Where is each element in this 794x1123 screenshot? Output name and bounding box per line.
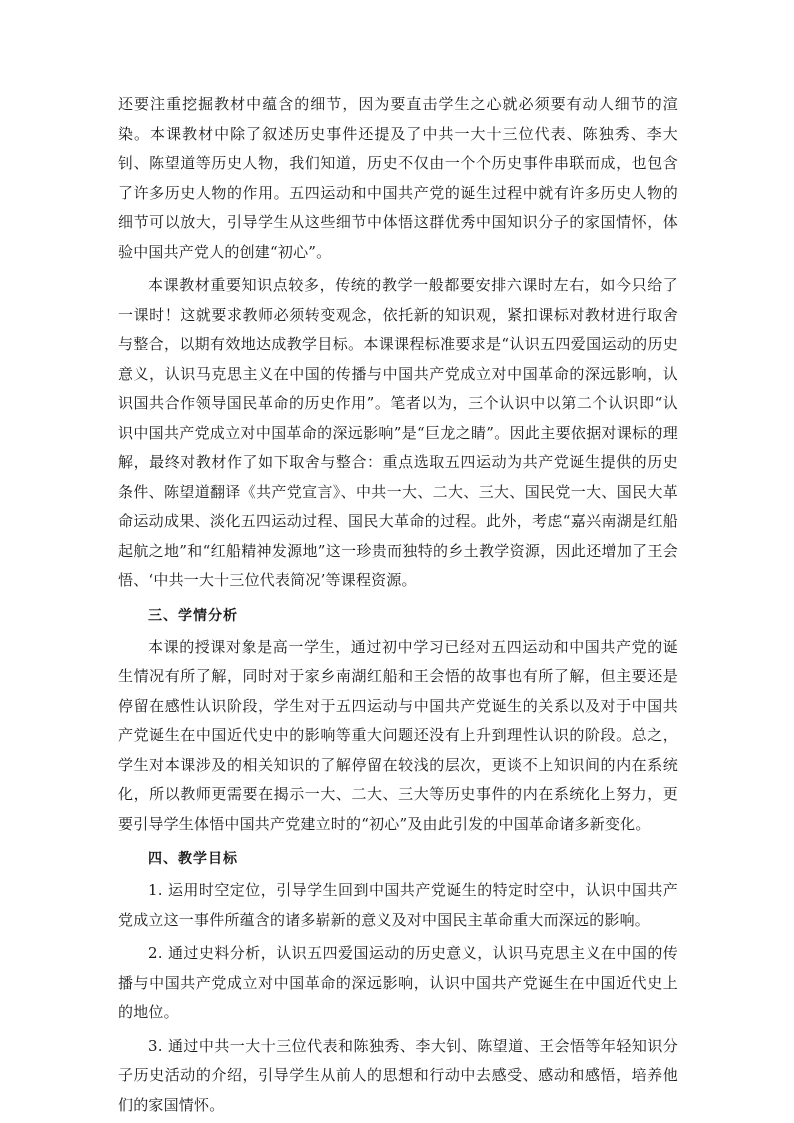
paragraph-curriculum: 本课教材重要知识点较多，传统的教学一般都要安排六课时左右，如今只给了一课时！这就要求教师必须转变观念，依托新的知识观，紧扣课标对教材进行取舍与整合，以期有效地达成教学目标。本课课程标准要求是“认识五四爱国运动的历史意义，认识马克思主义在中国的传播与中国共产党成立对中国革命的深远影响，认识国共合作领导国民革命的历史作用”。笔者以为，三个认识中以第二个认识即“认识中国共产党成立对中国革命的深远影响”是“巨龙之睛”。因此主要依据对课标的理解，最终对教材作了如下取舍与整合：重点选取五四运动为共产党诞生提供的历史条件、陈望道翻译《共产党宣言》、中共一大、二大、三大、国民党一大、国民大革命运动成果、淡化五四运动过程、国民大革命的过程。此外，考虑“嘉兴南湖是红船起航之地”和“红船精神发源地”这一珍贵而独特的乡土教学资源，因此还增加了王会悟、‘中共一大十三位代表简况’等课程资源。	[118, 276, 678, 589]
document-page	[118, 90, 678, 1120]
section-heading-teaching-goals: 四、教学目标	[148, 851, 238, 867]
paragraph-details: 还要注重挖掘教材中蕴含的细节，因为要直击学生之心就必须要有动人细节的渲染。本课教材中除了叙述历史事件还提及了中共一大十三位代表、陈独秀、李大钊、陈望道等历史人物，我们知道，历史不仅由一个个历史事件串联而成，也包含了许多历史人物的作用。五四运动和中国共产党的诞生过程中就有许多历史人物的细节可以放大，引导学生从这些细节中体悟这群优秀中国知识分子的家国情怀，体验中国共产党人的创建“初心”。	[118, 95, 678, 261]
teaching-goal-3: 3. 通过中共一大十三位代表和陈独秀、李大钊、陈望道、王会悟等年轻知识分子历史活动的介绍，引导学生从前人的思想和行动中去感受、感动和感悟，培养他们的家国情怀。	[118, 1036, 678, 1114]
teaching-goal-1: 1. 运用时空定位，引导学生回到中国共产党诞生的特定时空中，认识中国共产党成立这一事件所蕴含的诸多崭新的意义及对中国民主革命重大而深远的影响。	[118, 881, 678, 929]
section-heading-learner-analysis: 三、学情分析	[148, 607, 238, 624]
teaching-goal-2: 2. 通过史料分析，认识五四爱国运动的历史意义，认识马克思主义在中国的传播与中国共产党成立对中国革命的深远影响，认识中国共产党诞生在中国近代史上的地位。	[118, 944, 678, 1021]
paragraph-learner-analysis: 本课的授课对象是高一学生，通过初中学习已经对五四运动和中国共产党的诞生情况有所了解，同时对于家乡南湖红船和王会悟的故事也有所了解，但主要还是停留在感性认识阶段，学生对于五四运动与中国共产党诞生的关系以及对于中国共产党诞生在中国近代史中的影响等重大问题还没有上升到理性认识的阶段。总之，学生对本课涉及的相关知识的了解停留在较浅的层次，更谈不上知识间的内在系统化，所以教师更需要在揭示一大、二大、三大等历史事件的内在系统化上努力，更要引导学生体悟中国共产党建立时的“初心”及由此引发的中国革命诸多新变化。	[118, 637, 678, 833]
